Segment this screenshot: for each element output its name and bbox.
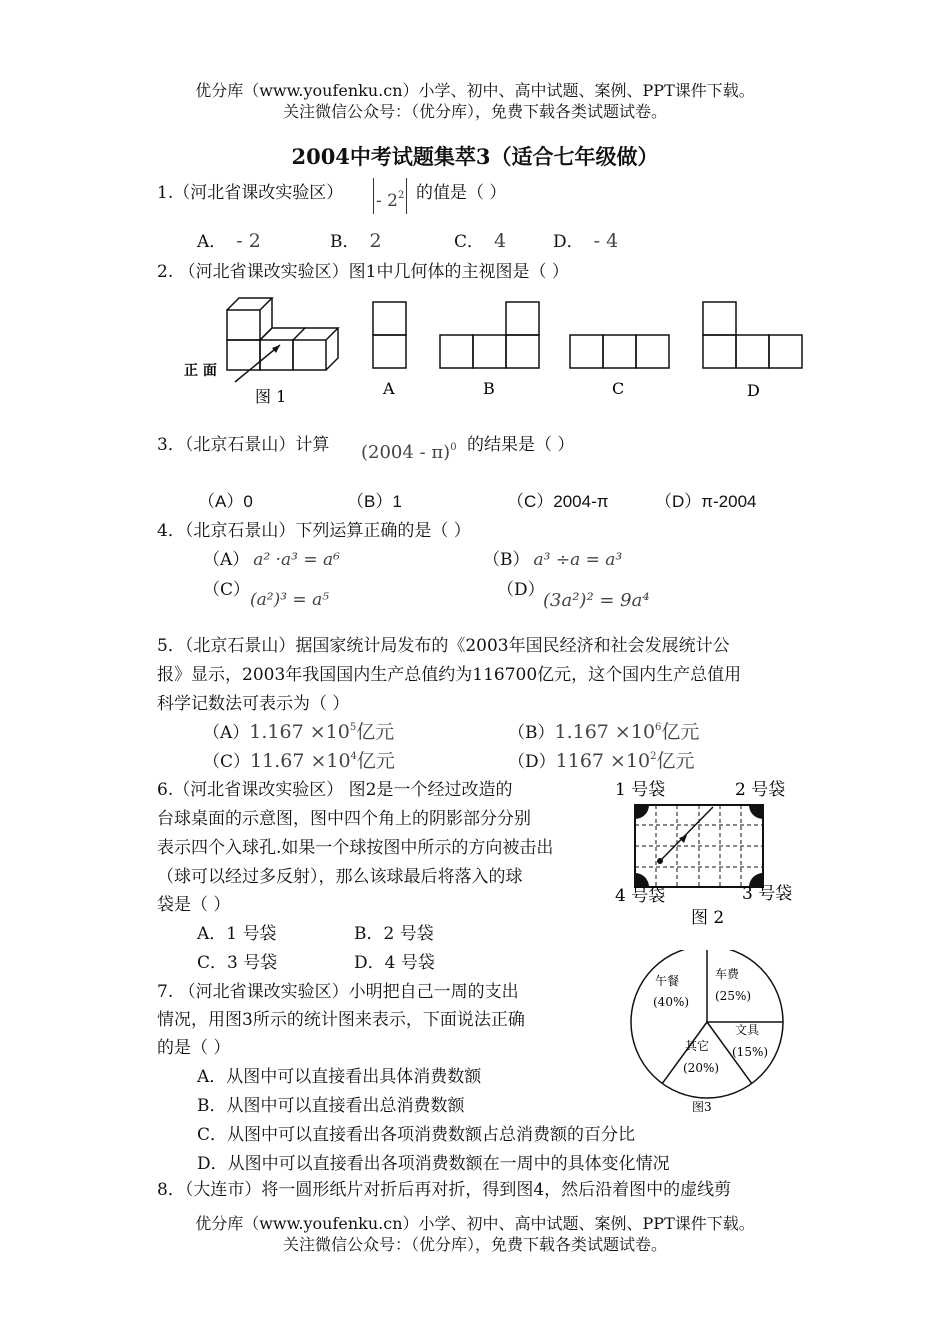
- q2-option-c-figure: [570, 335, 669, 368]
- q1-stem: 1.（河北省课改实验区）: [157, 183, 344, 203]
- ball-path: [660, 807, 713, 861]
- q5-option-b: $(B)1.167 \times 10^6$亿元: [508, 721, 700, 743]
- q7-option-c: C．从图中可以直接看出各项消费数额占总消费额的百分比: [197, 1125, 636, 1145]
- pie-pct-lunch: (40%): [653, 995, 690, 1009]
- q1-option-a: A． - 2: [197, 230, 261, 252]
- footer-line-1: 优分库（www.youfenku.cn）小学、初中、高中试题、案例、PPT课件下载。: [195, 1214, 755, 1233]
- q5-line-1: 5．（北京石景山）据国家统计局发布的《2003年国民经济和社会发展统计公: [157, 636, 730, 656]
- q1-option-d: D． - 4: [553, 230, 619, 252]
- pie-label-other: 其它: [685, 1039, 710, 1053]
- q4-option-a: （A） a² ·a³ = a⁶: [203, 550, 340, 570]
- q1-expr-exp: 2: [397, 190, 405, 201]
- pie-pct-stationery: (15%): [732, 1045, 769, 1059]
- pie-label-stationery: 文具: [735, 1023, 760, 1037]
- q1-expr-base: - 2: [376, 191, 398, 211]
- q2-figures: [180, 290, 820, 410]
- q6-line-1: 6.（河北省课改实验区） 图2是一个经过改造的: [157, 780, 513, 800]
- pocket-2-icon: [749, 805, 763, 819]
- pie-label-lunch: 午餐: [655, 974, 680, 988]
- q3-option-d: （D）π-2004: [655, 492, 757, 511]
- bag-2-label: 2 号袋: [735, 780, 786, 800]
- q5-option-d: $(D)1167 \times 10^2$亿元: [508, 750, 695, 772]
- q5-option-c: $(C)11.67 \times 10^4$亿元: [203, 750, 395, 772]
- q2-option-d-figure: [703, 302, 802, 368]
- q6-line-3: 表示四个入球孔.如果一个球按图中所示的方向被击出: [157, 838, 554, 858]
- q1-option-b: B． 2: [330, 230, 382, 252]
- ball-icon: [657, 858, 663, 864]
- pocket-4-icon: [635, 873, 649, 887]
- q3-stem: 3．（北京石景山）计算: [157, 435, 330, 455]
- q3-expr: (2004 - π)$^0$: [361, 442, 457, 463]
- q2-option-c-label: C: [612, 379, 625, 398]
- q6-line-5: 袋是（ ）: [157, 895, 231, 915]
- q1-suffix: 的值是（ ）: [416, 183, 507, 203]
- q5-option-a: $(A)1.167 \times 10^5$亿元: [203, 721, 395, 743]
- bag-4-label: 4 号袋: [615, 886, 666, 906]
- q3-option-b: （B）1: [347, 492, 402, 511]
- q1-abs-expr: [373, 178, 407, 214]
- q7-option-b: B．从图中可以直接看出总消费数额: [197, 1096, 465, 1116]
- page-title: 2004中考试题集萃3（适合七年级做）: [291, 144, 659, 169]
- q7-line-2: 情况，用图3所示的统计图来表示，下面说法正确: [157, 1010, 525, 1030]
- q3-suffix: 的结果是（ ）: [467, 435, 575, 455]
- q2-option-b-label: B: [483, 379, 495, 398]
- q4-option-d-label: （D）: [497, 580, 545, 600]
- pie-label-fare: 车费: [715, 967, 740, 981]
- q5-line-2: 报》显示，2003年我国国内生产总值约为116700亿元，这个国内生产总值用: [157, 665, 742, 685]
- q2-stem: 2. （河北省课改实验区）图1中几何体的主视图是（ ）: [157, 262, 569, 282]
- q3-option-c: （C）2004-π: [507, 492, 609, 511]
- q2-option-d-label: D: [747, 381, 760, 400]
- table-grid: [635, 805, 763, 887]
- q2-option-b-figure: [440, 302, 539, 368]
- q6-billiard-figure: [605, 775, 805, 930]
- q2-fig-caption: 图 1: [255, 387, 287, 406]
- pie-pct-fare: (25%): [715, 989, 752, 1003]
- q2-front-label: 正 面: [184, 363, 217, 379]
- pie-chart: [625, 950, 795, 1120]
- q1-option-c: C． 4: [454, 230, 507, 252]
- bag-3-label: 3 号袋: [742, 884, 793, 904]
- q4-stem: 4．（北京石景山）下列运算正确的是（ ）: [157, 521, 471, 541]
- q2-option-a-label: A: [383, 379, 395, 398]
- q6-fig-caption: 图 2: [691, 908, 725, 928]
- q6-line-2: 台球桌面的示意图，图中四个角上的阴影部分分别: [157, 809, 531, 829]
- q3-option-a: （A）0: [198, 492, 253, 511]
- q6-option-b: B．2 号袋: [354, 924, 434, 944]
- q7-option-a: A．从图中可以直接看出具体消费数额: [197, 1067, 482, 1087]
- q8-line: 8．（大连市）将一圆形纸片对折后再对折，得到图4，然后沿着图中的虚线剪: [157, 1180, 732, 1200]
- q2-solid-figure: [227, 298, 338, 382]
- q6-option-c: C．3 号袋: [197, 953, 278, 973]
- q7-line-1: 7. （河北省课改实验区）小明把自己一周的支出: [157, 982, 519, 1002]
- q4-option-c-expr: (a²)³ = a⁵: [250, 590, 330, 610]
- arrow-icon: [272, 345, 280, 353]
- q6-line-4: （球可以经过多反射），那么该球最后将落入的球: [157, 867, 523, 887]
- q4-option-b: （B） a³ ÷a = a³: [483, 550, 623, 570]
- q6-option-a: A．1 号袋: [197, 924, 277, 944]
- q4-option-c-label: （C）: [203, 580, 251, 600]
- header-line-1: 优分库（www.youfenku.cn）小学、初中、高中试题、案例、PPT课件下载。: [195, 81, 755, 100]
- bag-1-label: 1 号袋: [615, 780, 666, 800]
- header-line-2: 关注微信公众号：（优分库），免费下载各类试题试卷。: [282, 102, 667, 121]
- arrow-icon: [679, 835, 687, 843]
- pocket-1-icon: [635, 805, 649, 819]
- footer-line-2: 关注微信公众号：（优分库），免费下载各类试题试卷。: [282, 1235, 667, 1254]
- pie-caption: 图3: [692, 1100, 712, 1114]
- q5-line-3: 科学记数法可表示为（ ）: [157, 694, 350, 714]
- q6-option-d: D．4 号袋: [354, 953, 435, 973]
- q7-option-d: D．从图中可以直接看出各项消费数额在一周中的具体变化情况: [197, 1154, 670, 1174]
- q7-line-3: 的是（ ）: [157, 1038, 231, 1058]
- q4-option-d-expr: (3a²)² = 9a⁴: [543, 590, 650, 611]
- q2-option-a-figure: [373, 302, 406, 368]
- pie-pct-other: (20%): [683, 1061, 720, 1075]
